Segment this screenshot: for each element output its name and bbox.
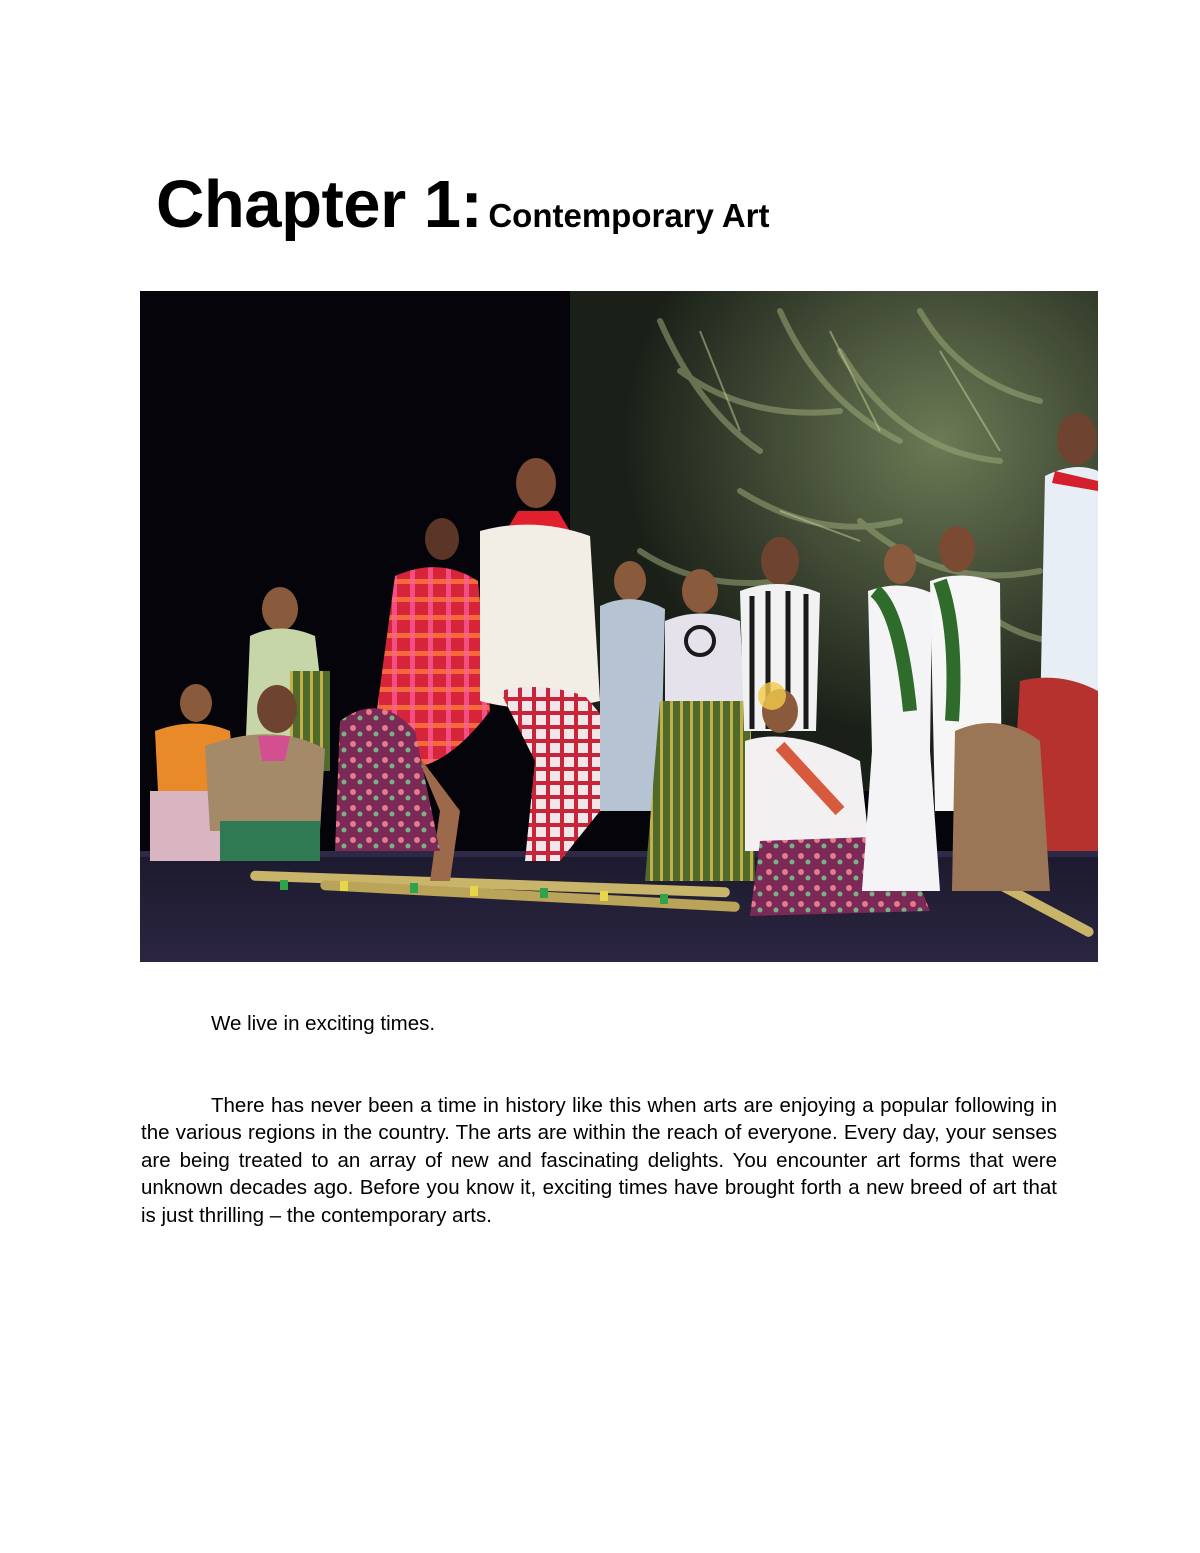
- performance-photo: [140, 291, 1098, 962]
- body-text: [141, 1010, 1057, 1229]
- performance-photo-illustration: [140, 291, 1098, 962]
- paragraph-intro: We live in exciting times.: [211, 1012, 436, 1035]
- chapter-title: Contemporary Art: [488, 197, 770, 235]
- chapter-label: Chapter 1:: [156, 167, 483, 243]
- chapter-heading: [156, 167, 770, 243]
- paragraph-main: There has never been a time in history like this when arts are enjoying a popular following in the various regions in the country. The arts are within the reach of everyone. Every day, your senses are being treated to an array of new and fascinating delights. You encounter art forms that were unknown decades ago. Before you know it, exciting times have brought forth a new breed of art that is just thrilling – the contemporary arts.: [141, 1093, 1057, 1227]
